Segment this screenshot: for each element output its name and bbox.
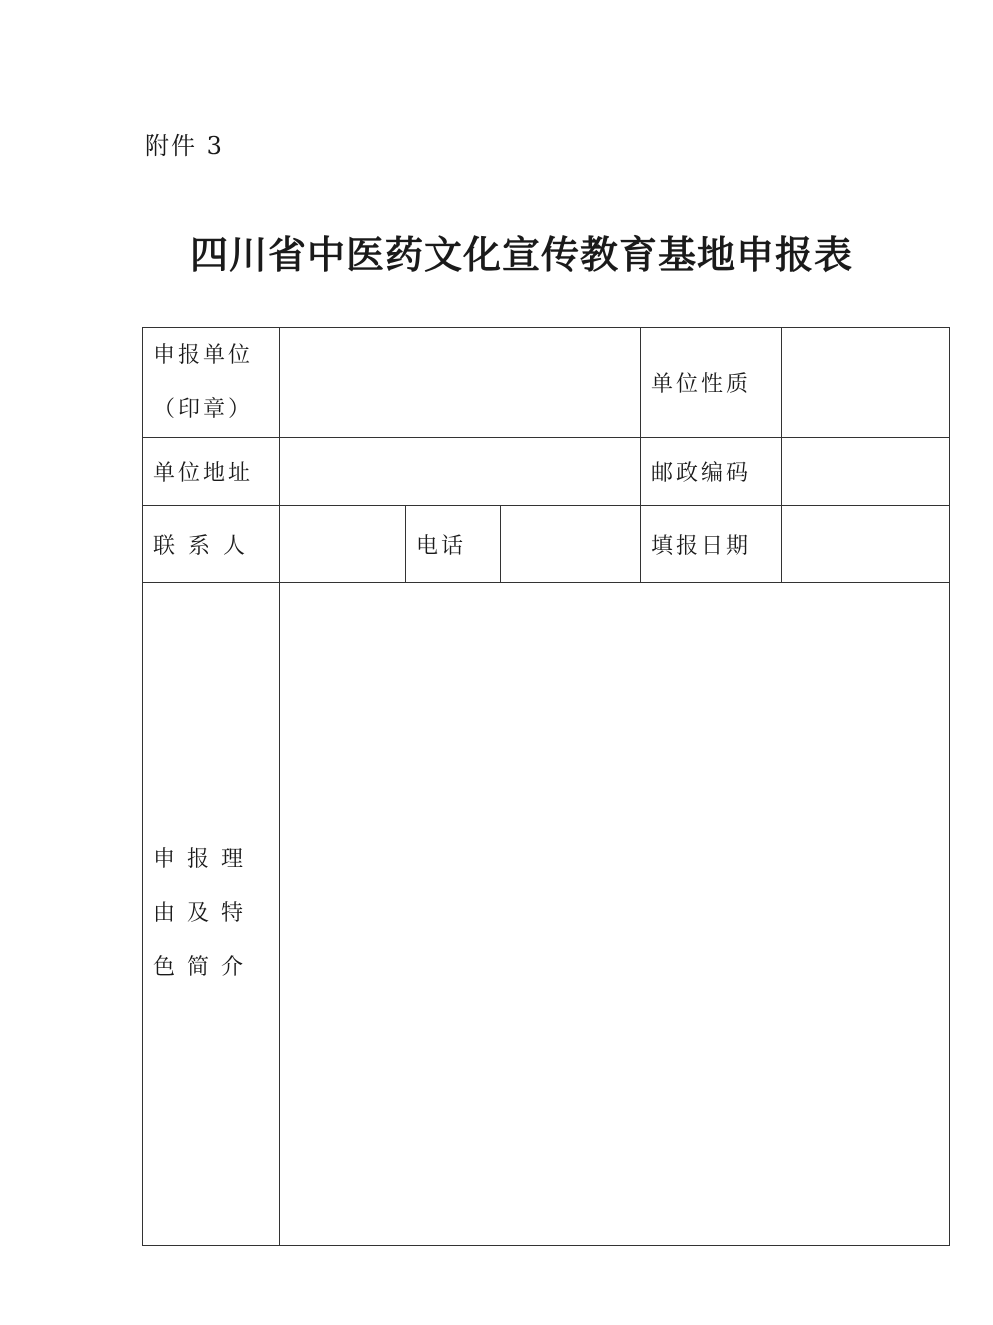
contact-label: 联 系 人 (143, 506, 280, 583)
reason-label: 申报理由及特色简介 (143, 583, 280, 1246)
form-row-contact (143, 506, 950, 583)
fill-date-field[interactable] (782, 506, 950, 583)
contact-field[interactable] (280, 506, 406, 583)
unit-nature-label: 单位性质 (641, 328, 782, 438)
application-form-table (142, 327, 950, 1246)
fill-date-label: 填报日期 (641, 506, 782, 583)
unit-address-field[interactable] (280, 438, 641, 506)
applicant-field[interactable] (280, 328, 641, 438)
document-title: 四川省中医药文化宣传教育基地申报表 (189, 232, 853, 277)
phone-field[interactable] (501, 506, 641, 583)
unit-nature-field[interactable] (782, 328, 950, 438)
reason-field[interactable] (280, 583, 950, 1246)
applicant-label-cell (143, 328, 280, 438)
applicant-label: 申报单位 (153, 342, 254, 368)
unit-address-label: 单位地址 (143, 438, 280, 506)
form-row-applicant (143, 328, 950, 438)
form-row-reason (143, 583, 950, 1246)
form-row-address (143, 438, 950, 506)
phone-label: 电话 (406, 506, 501, 583)
postal-code-label: 邮政编码 (641, 438, 782, 506)
attachment-label: 附件 3 (145, 132, 224, 160)
seal-label: （印章） (153, 396, 254, 422)
postal-code-field[interactable] (782, 438, 950, 506)
